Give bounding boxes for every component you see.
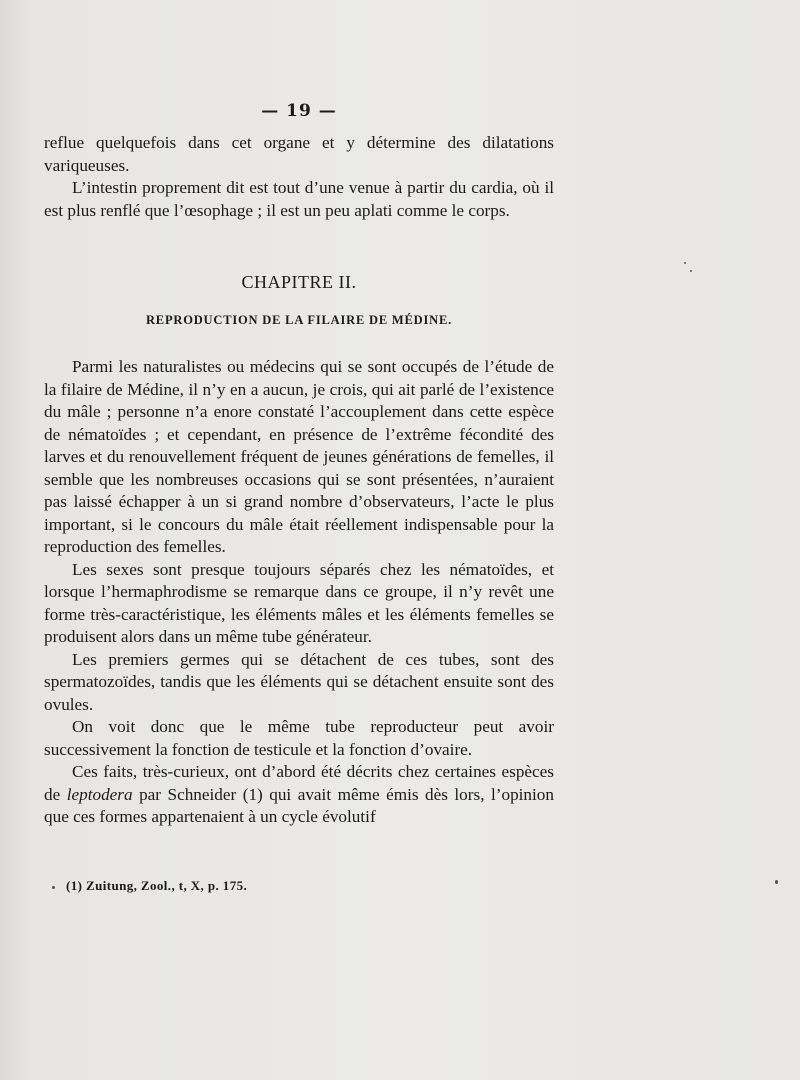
paragraph-4: Les sexes sont presque toujours séparés chez les nématoïdes, et lorsque l’hermaphrodisme se remarque dans ce groupe, il n’y revêt une forme très-caractéristique, les éléments mâles et les éléments femelles se produisent alors dans un même tube générateur. bbox=[44, 559, 554, 646]
paragraph-3: Parmi les naturalistes ou médecins qui se sont occupés de l’étude de la filaire de Médine, il n’y en a aucun, je crois, qui ait parlé de l’existence du mâle ; personne n’a enore constaté l’accouplement dans cette espèce de nématoïdes ; et cependant, en présence de l’extrême fécondité des larves et du renouvellement fréquent de jeunes générations de femelles, il semble que les nombreuses occasions qui se sont présentées, n’auraient pas laissé échapper à un si grand nombre d’observateurs, l’acte le plus important, si le concours du mâle était réellement indispensable pour la reproduction des femelles. bbox=[44, 357, 554, 556]
scan-speck bbox=[684, 262, 686, 264]
scan-speck bbox=[775, 880, 778, 884]
chapter-title: CHAPITRE II. bbox=[241, 272, 357, 292]
paragraph-7-start: Ces faits, très-curieux, ont d’abord été décrits chez certaines espèces de bbox=[44, 762, 554, 804]
footnote: (1) Zuitung, Zool., t, X, p. 175. bbox=[66, 878, 248, 893]
paragraph-2: L’intestin proprement dit est tout d’une venue à partir du cardia, où il est plus renflé que l’œsophage ; il est un peu aplati comme le corps. bbox=[44, 178, 554, 220]
chapter-subtitle: REPRODUCTION DE LA FILAIRE DE MÉDINE. bbox=[145, 313, 453, 327]
paragraph-5: Les premiers germes qui se détachent de ces tubes, sont des spermatozoïdes, tandis que les éléments qui se détachent ensuite sont des ovules. bbox=[44, 649, 554, 714]
scan-speck bbox=[52, 886, 55, 889]
genus-name-italic: leptodera bbox=[66, 784, 133, 804]
paragraph-7 bbox=[44, 761, 554, 829]
paragraph-7-end: par Schneider (1) qui avait même émis dès lors, l’opinion que ces formes appartenaient à un cycle évolutif bbox=[44, 784, 554, 826]
paragraph-continuation bbox=[44, 132, 554, 222]
paragraph-6: On voit donc que le même tube reproducteur peut avoir successivement la fonction de testicule et la fonction d’ovaire. bbox=[44, 717, 554, 759]
chapter-body bbox=[44, 356, 554, 829]
scan-speck bbox=[690, 270, 692, 272]
paragraph-1: reflue quelquefois dans cet organe et y détermine des dilatations variqueuses. bbox=[44, 133, 554, 175]
page-number: — 19 — bbox=[261, 101, 337, 121]
